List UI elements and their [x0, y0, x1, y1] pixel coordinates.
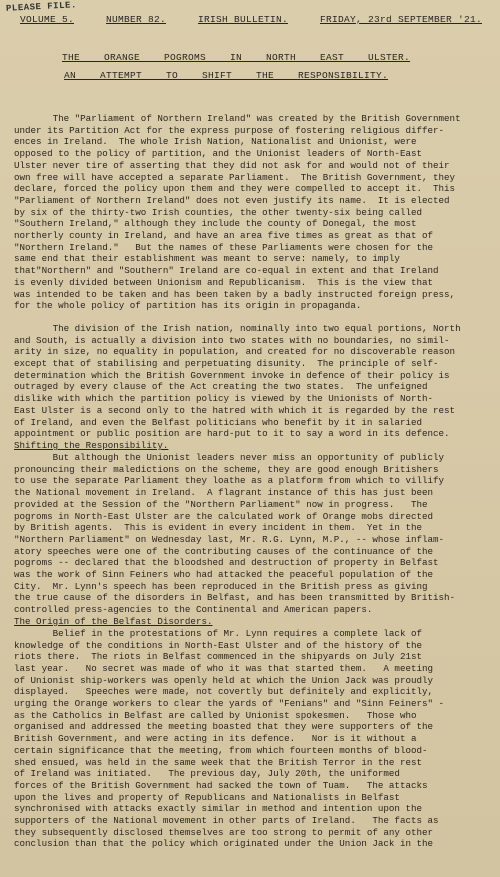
- article-title: THE ORANGE POGROMS IN NORTH EAST ULSTER.: [62, 52, 411, 63]
- bulletin-header: [14, 14, 486, 25]
- paragraph-2: The division of the Irish nation, nominally into two equal portions, North and South, is actually a division into two states with no boundaries, no simil- arity in size, no equality in population, and created for no discoverable reason except that of stabilising and perpetuating disunity. The principle of self- determination which the British Government invoke in defence of their policy is outraged by every clause of the Act creating the two states. The unfeigned dislike with which the partition policy is viewed by the Unionists of North- East Ulster is a second only to the hatred with which it is regarded by the rest of Ireland, and even the Belfast politicians who benefit by it in salaried appointment or public position are hard-put to it to say a word in its defence.: [14, 322, 461, 440]
- article-subtitle: AN ATTEMPT TO SHIFT THE RESPONSIBILITY.: [64, 70, 389, 81]
- issue-date: FRIDAY, 23rd SEPTEMBER '21.: [319, 14, 482, 25]
- section-heading-shifting: Shifting the Responsibility.: [14, 439, 169, 451]
- section-heading-origin: The Origin of the Belfast Disorders.: [14, 615, 213, 627]
- bulletin-name: IRISH BULLETIN.: [197, 14, 288, 25]
- paragraph-4: Belief in the protestations of Mr. Lynn requires a complete lack of knowledge of the conditions in North-East Ulster and of the history of the riots there. The riots in Belfast commenced in the shipyards on July 21st last year. No secret was made of who it was that started them. A meeting of Unionist ship-workers was openly held at which the Union Jack was proudly displayed. Speeches were made, not covertly but definitely and explicitly, urging the Orange workers to clear the yards of "Fenians" and "Sinn Feiners" - as the Catholics in Belfast are called by Unionist spokesmen. Those who organised and addressed the meeting boasted that they were supporters of the British Government, and were acting in its defence. Nor is it without a certain significance that the meeting, from which fourteen months of blood- shed ensued, was held in the same week that the British Terror in the rest of Ireland was initiated. The previous day, July 20th, the uniformed forces of the British Government had sacked the town of Tuam. The attacks upon the lives and property of Republicans and Nationalists in Belfast synchronised with attacks exactly similar in method and intention upon the supporters of the National movement in other parts of Ireland. The facts as they subsequently disclosed themselves are too strong to permit of any other conclusion than that the policy which originated under the Union Jack in the: [14, 627, 445, 850]
- volume-label: VOLUME 5.: [20, 14, 75, 25]
- file-stamp: PLEASE FILE.: [5, 0, 78, 14]
- paragraph-1: The "Parliament of Northern Ireland" was created by the British Government under its Partition Act for the express purpose of fostering religious differ- ences in Ireland. The whole Irish Nation, Nationalist and Unionist, were opposed to the policy of partition, and the Unionist leaders of North-East Ulster never tire of asserting that they did not ask for and would not of their own free will have accepted a separate Parliament. The British Government, they declare, forced the policy upon them and they were compelled to accept it. This "Parliament of Northern Ireland" does not even justify its name. It is elected by six of the thirty-two Irish counties, the other twenty-six being called "Southern Ireland," although they include the county of Donegal, the most northerly county in Ireland, and have an area five times as great as that of "Northern Ireland." But the names of these Parliaments were chosen for the same end that their establishment was meant to serve: namely, to imply that"Northern" and "Southern" Ireland are co-equal in extent and that Ireland is evenly divided between Unionism and Republicanism. This is the view that was intended to be taken and has been taken by a badly instructed foreign press, for the whole policy of partition has its origin in propaganda.: [14, 113, 461, 312]
- paragraph-3: But although the Unionist leaders never miss an opportunity of publicly pronouncing their maledictions on the scheme, they are good enough Britishers to use the separate Parliament they loathe as a platform from which to villify the National movement in Ireland. A flagrant instance of this has just been provided at the Session of the "Northern Parliament" now in progress. The pogroms in North-East Ulster are the calculated work of Orange mobs directed by British agents. This is evident in every incident in them. Yet in the "Northern Parliament" on Wednesday last, Mr. R.G. Lynn, M.P., -- whose inflam- atory speeches were one of the contributing causes of the continuance of the pogroms -- declared that the bloodshed and destruction of property in Belfast was the work of Sinn Feiners who had attacked the peaceful population of the City. Mr. Lynn's speech has been reproduced in the British press as giving the true cause of the disorders in Belfast, and has been transmitted by British- controlled press-agencies to the Continental and American papers.: [14, 451, 456, 616]
- number-label: NUMBER 82.: [105, 14, 166, 25]
